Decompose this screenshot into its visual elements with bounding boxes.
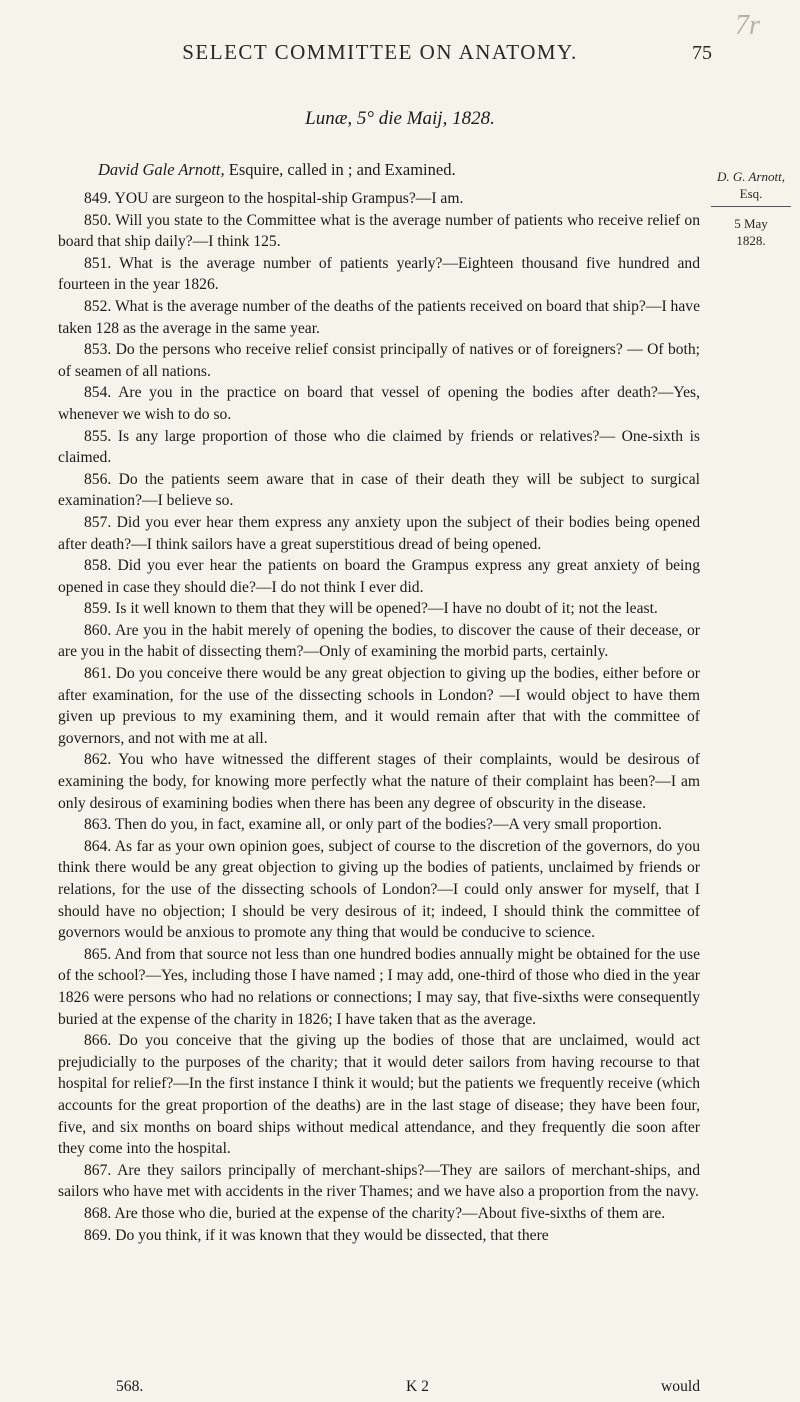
testimony-body [58, 188, 700, 1246]
question-paragraph: 861. Do you conceive there would be any great objection to giving up the bodies, either before or after examination, for the use of the dissecting schools in London? —I would object to have them given up previous to my examining them, and it would remain after that with the committee of governors, and not with me at all. [58, 665, 700, 747]
margin-note [707, 168, 795, 249]
question-paragraph: 864. As far as your own opinion goes, subject of course to the discretion of the governors, do you think there would be any great objection to giving up the bodies of patients, unclaimed by friends or relations, for the use of the dissecting schools of London?—I could only answer for myself, that I should have no objection; I should be very desirous of it; indeed, I should think the committee of governors would be anxious to promote any thing that would be conducive to science. [58, 837, 700, 942]
witness-line [98, 160, 456, 180]
question-paragraph: 866. Do you conceive that the giving up the bodies of those that are unclaimed, would act prejudicially to the purposes of the charity; that it would deter sailors from having recourse to that hospital for relief?—In the first instance I think it would; but the patients we frequently receive (which accounts for the great proportion of the deaths) are in the last stage of disease; they have been four, five, and six months on board ships without medical attendance, and they frequently die soon after they come into the hospital. [58, 1032, 700, 1158]
margin-brace [711, 204, 791, 207]
question-paragraph: 850. Will you state to the Committee what is the average number of patients who receive relief on board that ship daily?—I think 125. [58, 211, 700, 251]
question-paragraph: 859. Is it well known to them that they will be opened?—I have no doubt of it; not the least. [84, 600, 658, 618]
question-paragraph: 865. And from that source not less than one hundred bodies annually might be obtained for the use of the school?—Yes, including those I have named ; I may add, one-third of those who died in the year 1826 were persons who had no relations or connections; I may say, that five-sixths were consequently buried at the expense of the charity in 1826; I have taken that as the average. [58, 945, 700, 1028]
question-paragraph: 863. Then do you, in fact, examine all, or only part of the bodies?—A very small proportion. [84, 816, 662, 834]
question-paragraph: 858. Did you ever hear the patients on board the Grampus express any great anxiety of being opened in case they should die?—I do not think I ever did. [58, 557, 700, 596]
margin-name: D. G. Arnott, [716, 169, 785, 184]
signature-mark: 568. [116, 1378, 144, 1395]
question-paragraph: 849. YOU are surgeon to the hospital-ship Grampus?—I am. [84, 190, 464, 207]
question-paragraph: 853. Do the persons who receive relief consist principally of natives or of foreigners? — Of both; of seamen of all nations. [58, 341, 700, 380]
margin-day: 5 May [734, 216, 768, 231]
question-paragraph: 857. Did you ever hear them express any anxiety upon the subject of their bodies being opened after death?—I think sailors have a great superstitious dread of being opened. [58, 513, 700, 553]
question-paragraph: 854. Are you in the practice on board that vessel of opening the bodies after death?—Yes, whenever we wish to do so. [58, 384, 700, 423]
running-head: SELECT COMMITTEE ON ANATOMY. [182, 40, 578, 64]
witness-name: David Gale Arnott, [98, 160, 225, 179]
date-line: Lunæ, 5° die Maij, 1828. [305, 108, 495, 129]
page-footer [58, 1378, 700, 1398]
question-paragraph: 868. Are those who die, buried at the expense of the charity?—About five-sixths of them are. [84, 1204, 666, 1222]
margin-title: Esq. [739, 186, 763, 201]
question-paragraph: 862. You who have witnessed the different stages of their complaints, would be desirous of examining the body, for knowing more perfectly what the nature of their complaint has been?—I am only desirous of examining bodies when there has been any degree of obscurity in the disease. [58, 751, 700, 812]
question-paragraph: 856. Do the patients seem aware that in case of their death they will be subject to surgical examination?—I believe so. [58, 470, 700, 510]
witness-rest: Esquire, called in ; and Examined. [224, 160, 456, 179]
catchword: would [661, 1378, 700, 1395]
page-number: 75 [692, 42, 712, 64]
question-paragraph: 860. Are you in the habit merely of opening the bodies, to discover the cause of their decease, or are you in the habit of dissecting them?—Only of examining the morbid parts, certainly. [58, 621, 700, 661]
question-paragraph: 855. Is any large proportion of those who die claimed by friends or relatives?— One-sixth is claimed. [58, 427, 700, 467]
question-paragraph: 867. Are they sailors principally of merchant-ships?—They are sailors of merchant-ships, and sailors who have met with accidents in the river Thames; and we have also a proportion from the navy. [58, 1161, 700, 1201]
question-paragraph: 869. Do you think, if it was known that they would be dissected, that there [84, 1226, 549, 1244]
question-paragraph: 852. What is the average number of the deaths of the patients received on board that ship?—I have taken 128 as the average in the same year. [58, 297, 700, 337]
corner-mark: 7r [735, 10, 760, 41]
question-paragraph: 851. What is the average number of patients yearly?—Eighteen thousand five hundred and fourteen in the year 1826. [58, 254, 700, 294]
sheet-mark: K 2 [406, 1378, 429, 1395]
margin-year: 1828. [736, 233, 766, 248]
